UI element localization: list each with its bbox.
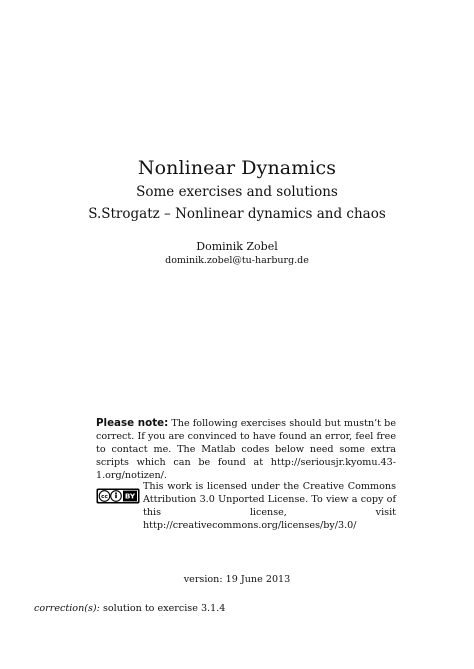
please-note-text: The following exercises should but mustn’t be correct. If you are convinced to have found an error, feel free to contact me. The Matlab codes below need some extra scripts which can be found at http://seriousjr.kyomu.43-1.org/notizen/. bbox=[96, 418, 396, 481]
license-text bbox=[143, 480, 396, 532]
license-text-content: This work is licensed under the Creative Commons Attribution 3.0 Unported License. To view a copy of this license, visit http://creativecommons.org/licenses/by/3.0/ bbox=[143, 481, 396, 531]
author-name: Dominik Zobel bbox=[196, 240, 278, 253]
creative-commons-badge bbox=[96, 488, 140, 508]
author-email: dominik.zobel@tu-harburg.de bbox=[165, 255, 309, 266]
document-subtitle: Some exercises and solutions bbox=[136, 184, 338, 200]
document-title: Nonlinear Dynamics bbox=[137, 157, 337, 179]
corrections-label: correction(s): bbox=[34, 603, 100, 614]
please-note-label: Please note: bbox=[96, 417, 169, 429]
corrections-line bbox=[34, 602, 434, 615]
document-source: S.Strogatz – Nonlinear dynamics and chaos bbox=[88, 206, 386, 222]
please-note-paragraph bbox=[96, 417, 396, 482]
cc-by-label: BY bbox=[124, 491, 136, 501]
corrections-text: solution to exercise 3.1.4 bbox=[99, 603, 226, 614]
version-line: version: 19 June 2013 bbox=[183, 574, 291, 585]
svg-text:cc: cc bbox=[101, 494, 108, 501]
cc-by-icon bbox=[96, 488, 140, 504]
